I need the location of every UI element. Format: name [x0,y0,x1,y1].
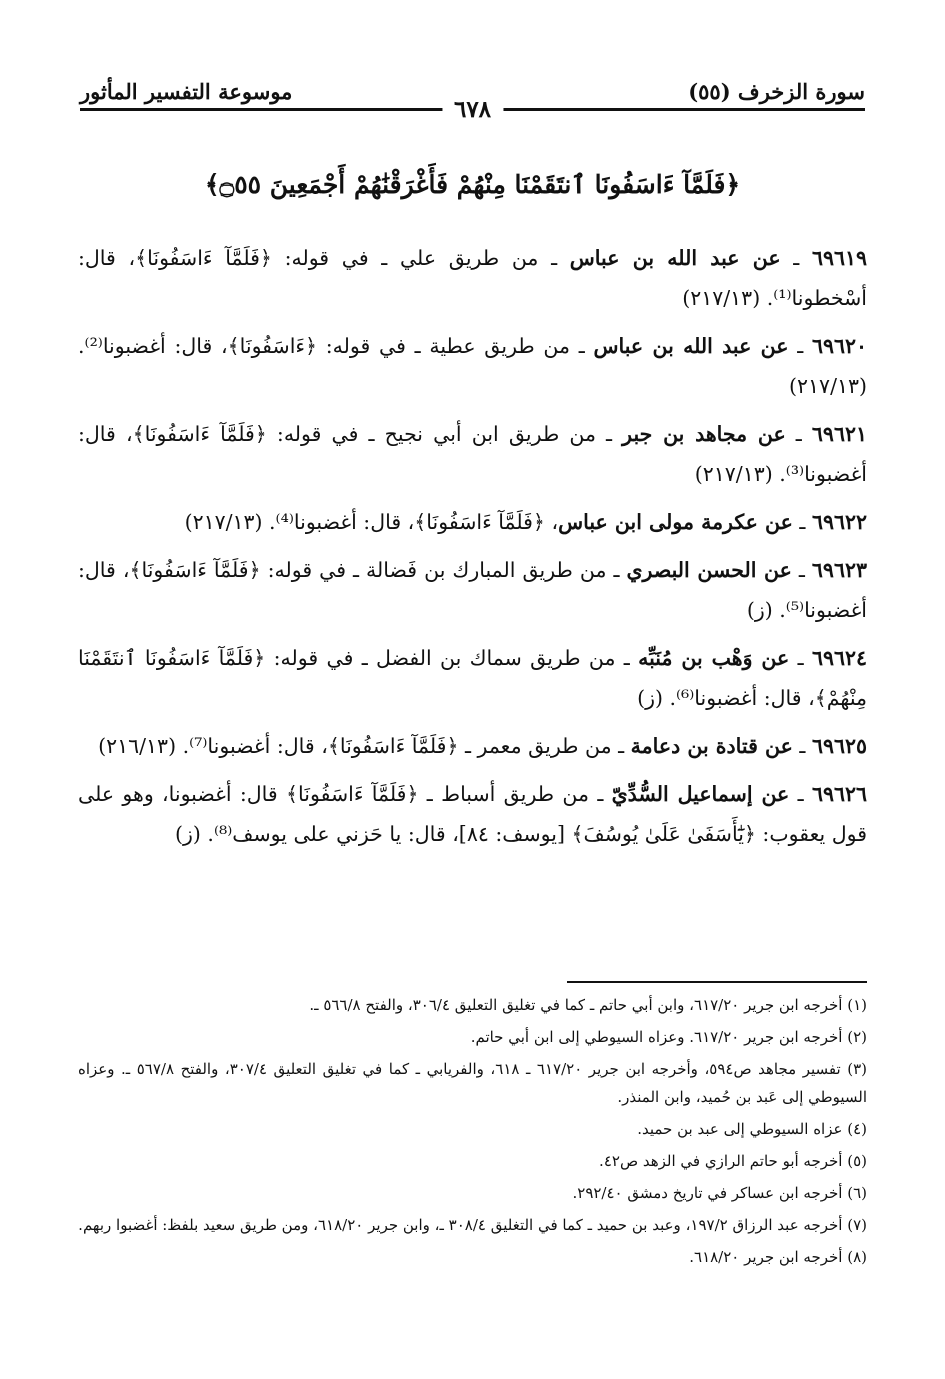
entry: ٦٩٦٢٦ ـ عن إسماعيل السُّدِّيّ ـ من طريق أسباط ـ ﴿فَلَمَّآ ءَاسَفُونَا﴾ قال: أغضبونا، وهو على قول يعقوب: ﴿يَٰٓأَسَفَىٰ عَلَىٰ يُوسُفَ﴾ [يوسف: ٨٤]، قال: يا حَزني على يوسف⁽⁸⁾. (ز) [78,782,867,846]
entry-number: ٦٩٦٢٥ [811,734,867,758]
entry-text: ـ من طريق سماك بن الفضل ـ في قوله: ﴿فَلَمَّآ ءَاسَفُونَا ٱنتَقَمْنَا مِنْهُمْ﴾، قال: أغضبونا⁽⁶⁾. (ز) [78,646,867,710]
page-number: ٦٧٨ [442,96,503,123]
footnote: (٨) أخرجه ابن جرير ٦١٨/٢٠. [689,1248,867,1266]
footnote-rule [567,981,867,983]
entry-narrator: عن قتادة بن دعامة [630,734,793,758]
surah-header: سورة الزخرف (٥٥) [688,79,865,104]
entry-narrator: عن مجاهد بن جبر [622,422,786,446]
entry-number: ٦٩٦٢٦ [811,782,867,806]
entries [78,238,867,862]
footnote: (٢) أخرجه ابن جرير ٦١٧/٢٠. وعزاه السيوطي إلى ابن أبي حاتم. [470,1028,867,1046]
entry-text: ، ﴿فَلَمَّآ ءَاسَفُونَا﴾، قال: أغضبونا⁽⁴⁾. (٢١٧/١٣) [184,510,559,534]
entry-number: ٦٩٦٢٤ [811,646,867,670]
entry-narrator: عن عبد الله بن عباس [593,334,789,358]
entry-number: ٦٩٦٢٢ [811,510,867,534]
entry-text: ـ من طريق أسباط ـ ﴿فَلَمَّآ ءَاسَفُونَا﴾ قال: أغضبونا، وهو على قول يعقوب: ﴿يَٰٓأَسَفَىٰ عَلَىٰ يُوسُفَ﴾ [يوسف: ٨٤]، قال: يا حَزني على يوسف⁽⁸⁾. (ز) [78,782,867,846]
footnote: (٦) أخرجه ابن عساكر في تاريخ دمشق ٢٩٢/٤٠. [572,1184,867,1202]
entry-number: ٦٩٦٢٣ [811,558,867,582]
entry-number: ٦٩٦١٩ [811,246,867,270]
entry-narrator: عن إسماعيل السُّدِّيّ [611,782,790,806]
entry-number: ٦٩٦٢٠ [811,334,867,358]
entry: ٦٩٦٢١ ـ عن مجاهد بن جبر ـ من طريق ابن أبي نجيح ـ في قوله: ﴿فَلَمَّآ ءَاسَفُونَا﴾، قال: أغضبونا⁽³⁾. (٢١٧/١٣) [78,422,867,486]
entry: ٦٩٦٢٠ ـ عن عبد الله بن عباس ـ من طريق عطية ـ في قوله: ﴿ءَاسَفُونَا﴾، قال: أغضبونا⁽²⁾. (٢١٧/١٣) [78,334,867,398]
footnote: (٤) عزاه السيوطي إلى عبد بن حميد. [637,1120,867,1138]
entry-text: ـ من طريق ابن أبي نجيح ـ في قوله: ﴿فَلَمَّآ ءَاسَفُونَا﴾، قال: أغضبونا⁽³⁾. (٢١٧/١٣) [78,422,867,486]
footnote: (١) أخرجه ابن جرير ٦١٧/٢٠، وابن أبي حاتم ـ كما في تغليق التعليق ٣٠٦/٤، والفتح ٥٦٦/٨ ـ. [309,996,867,1014]
entry: ٦٩٦١٩ ـ عن عبد الله بن عباس ـ من طريق علي ـ في قوله: ﴿فَلَمَّآ ءَاسَفُونَا﴾، قال: أسْخطونا⁽¹⁾. (٢١٧/١٣) [78,246,867,310]
entry: ٦٩٦٢٢ ـ عن عكرمة مولى ابن عباس، ﴿فَلَمَّآ ءَاسَفُونَا﴾، قال: أغضبونا⁽⁴⁾. (٢١٧/١٣) [184,510,867,534]
entry-text: ـ من طريق معمر ـ ﴿فَلَمَّآ ءَاسَفُونَا﴾، قال: أغضبونا⁽⁷⁾. (٢١٦/١٣) [98,734,631,758]
entry-narrator: عن عبد الله بن عباس [569,246,781,270]
entry-text: ـ من طريق المبارك بن فَضالة ـ في قوله: ﴿فَلَمَّآ ءَاسَفُونَا﴾، قال: أغضبونا⁽⁵⁾. (ز) [78,558,867,622]
entry-text: ـ من طريق عطية ـ في قوله: ﴿ءَاسَفُونَا﴾، قال: أغضبونا⁽²⁾. (٢١٧/١٣) [78,334,867,398]
entry: ٦٩٦٢٣ ـ عن الحسن البصري ـ من طريق المبارك بن فَضالة ـ في قوله: ﴿فَلَمَّآ ءَاسَفُونَا﴾، قال: أغضبونا⁽⁵⁾. (ز) [78,558,867,622]
entry-narrator: عن عكرمة مولى ابن عباس [558,510,793,534]
entry-narrator: عن الحسن البصري [626,558,792,582]
entry-narrator: عن وَهْب بن مُنَبِّه [638,646,790,670]
entry: ٦٩٦٢٤ ـ عن وَهْب بن مُنَبِّه ـ من طريق سماك بن الفضل ـ في قوله: ﴿فَلَمَّآ ءَاسَفُونَا ٱنتَقَمْنَا مِنْهُمْ﴾، قال: أغضبونا⁽⁶⁾. (ز) [78,646,867,710]
footnotes [78,991,867,1275]
entry-text: ـ من طريق علي ـ في قوله: ﴿فَلَمَّآ ءَاسَفُونَا﴾، قال: أسْخطونا⁽¹⁾. (٢١٧/١٣) [78,246,867,310]
footnote: (٧) أخرجه عبد الرزاق ١٩٧/٢، وعبد بن حميد ـ كما في التغليق ٣٠٨/٤ ـ، وابن جرير ٦١٨/٢٠، ومن طريق سعيد بلفظ: أغضبوا ربهم. [78,1216,867,1234]
verse-heading: ﴿فَلَمَّآ ءَاسَفُونَا ٱنتَقَمْنَا مِنْهُمْ فَأَغْرَقْنَٰهُمْ أَجْمَعِينَ ۝٥٥﴾ [204,170,741,199]
entry: ٦٩٦٢٥ ـ عن قتادة بن دعامة ـ من طريق معمر ـ ﴿فَلَمَّآ ءَاسَفُونَا﴾، قال: أغضبونا⁽⁷⁾. (٢١٦/١٣) [98,734,867,758]
entry-number: ٦٩٦٢١ [811,422,867,446]
footnote: (٥) أخرجه أبو حاتم الرازي في الزهد ص٤٢. [599,1152,867,1170]
footnote: (٣) تفسير مجاهد ص٥٩٤، وأخرجه ابن جرير ٦١٧/٢٠ ـ ٦١٨، والفريابي ـ كما في تغليق التعليق ٣٠٧/٤، والفتح ٥٦٧/٨ ـ. وعزاه السيوطي إلى عَبد بن حُميد، وابن المنذر. [78,1060,868,1106]
book-title: موسوعة التفسير المأثور [80,79,293,104]
